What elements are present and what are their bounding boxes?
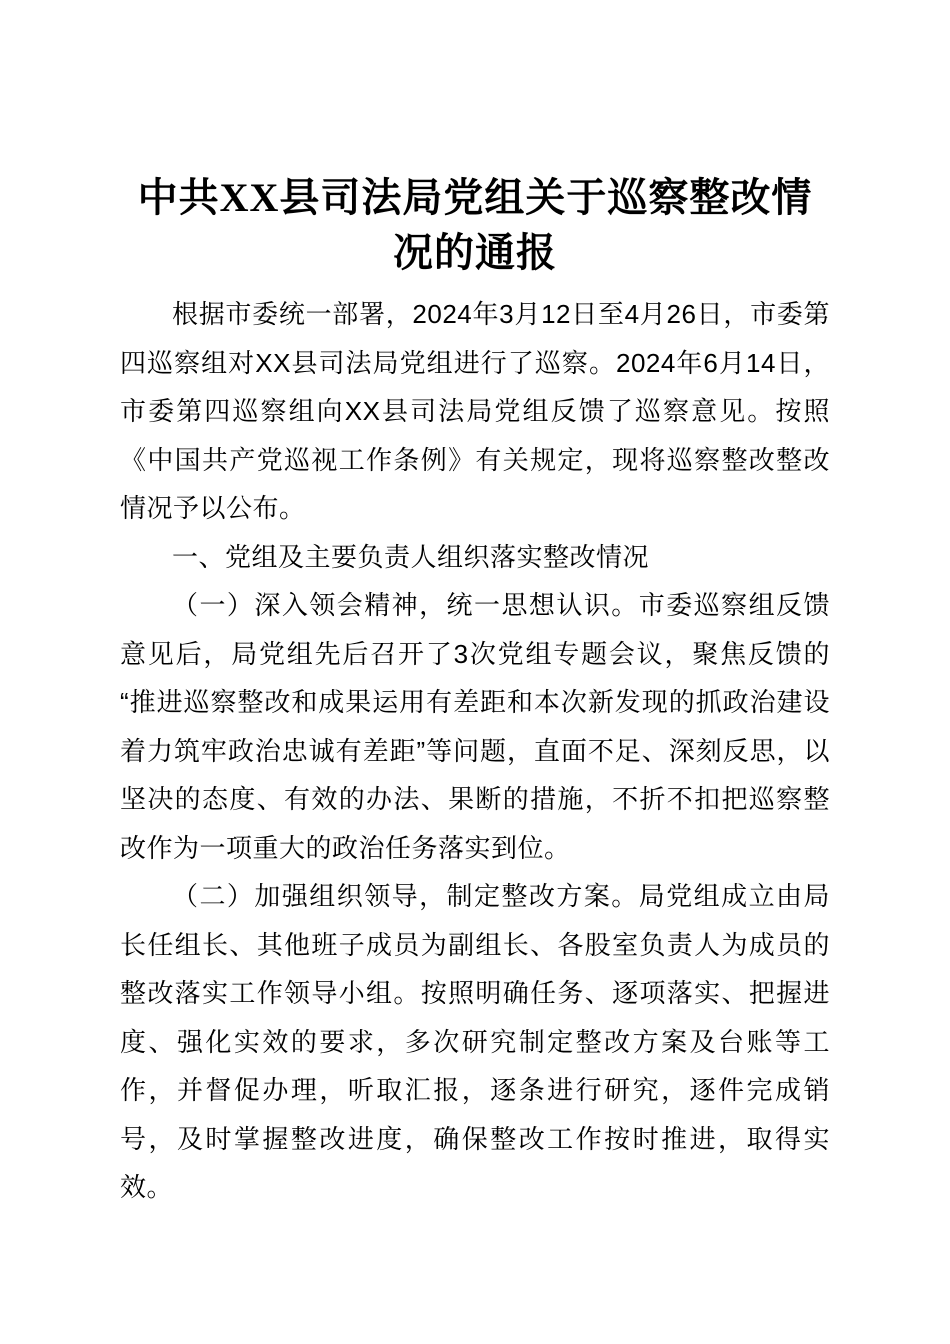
paragraph-subsection-1: （一）深入领会精神，统一思想认识。市委巡察组反馈意见后，局党组先后召开了3次党组专题会议，聚焦反馈的“推进巡察整改和成果运用有差距和本次新发现的抓政治建设着力筑牢政治忠诚有差距”等问题，直面不足、深刻反思，以坚决的态度、有效的办法、果断的措施，不折不扣把巡察整改作为一项重大的政治任务落实到位。 xyxy=(120,590,830,863)
document-body xyxy=(120,290,830,1212)
paragraph-subsection-2: （二）加强组织领导，制定整改方案。局党组成立由局长任组长、其他班子成员为副组长、各股室负责人为成员的整改落实工作领导小组。按照明确任务、逐项落实、把握进度、强化实效的要求，多次研究制定整改方案及台账等工作，并督促办理，听取汇报，逐条进行研究，逐件完成销号，及时掌握整改进度，确保整改工作按时推进，取得实效。 xyxy=(120,881,830,1202)
paragraph-intro: 根据市委统一部署，2024年3月12日至4月26日，市委第四巡察组对XX县司法局党组进行了巡察。2024年6月14日，市委第四巡察组向XX县司法局党组反馈了巡察意见。按照《中国共产党巡视工作条例》有关规定，现将巡察整改整改情况予以公布。 xyxy=(120,299,830,523)
document-title: 中共XX县司法局党组关于巡察整改情况的通报 xyxy=(137,175,813,275)
section-heading-1: 一、党组及主要负责人组织落实整改情况 xyxy=(172,541,650,572)
